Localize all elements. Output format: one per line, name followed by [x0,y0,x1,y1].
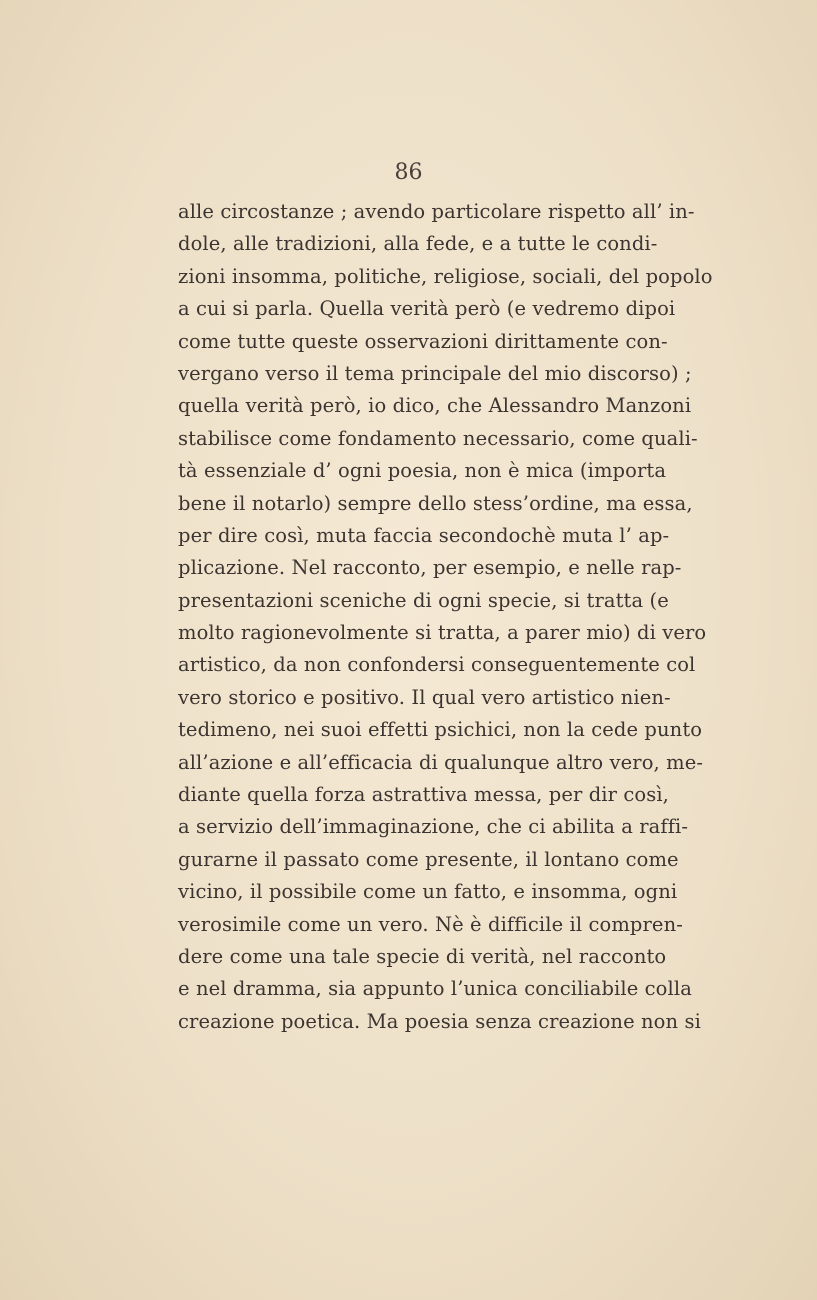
text-line: quella verità però, io dico, che Alessandro Manzoni [178,394,692,418]
text-line: tà essenziale d’ ogni poesia, non è mica (importa [178,459,667,483]
text-line: stabilisce come fondamento necessario, come quali- [178,426,698,450]
text-line: bene il notarlo) sempre dello stess’ordine, ma essa, [178,491,693,515]
text-line: vicino, il possibile come un fatto, e insomma, ogni [178,880,678,904]
page-number: 86 [394,160,423,185]
text-line: plicazione. Nel racconto, per esempio, e nelle rap- [178,556,682,580]
text-line: dole, alle tradizioni, alla fede, e a tutte le condi- [178,232,658,256]
text-line: creazione poetica. Ma poesia senza creazione non si [178,1009,701,1033]
text-line: come tutte queste osservazioni dirittamente con- [178,329,668,353]
text-line: all’azione e all’efficacia di qualunque altro vero, me- [178,750,704,774]
text-line: gurarne il passato come presente, il lontano come [178,847,679,871]
text-line: a cui si parla. Quella verità però (e vedremo dipoi [178,297,676,321]
text-line: e nel dramma, sia appunto l’unica conciliabile colla [178,977,692,1001]
text-line: per dire così, muta faccia secondochè muta l’ ap- [178,523,670,547]
text-line: molto ragionevolmente si tratta, a parer mio) di vero [178,621,707,645]
text-line: vergano verso il tema principale del mio discorso) ; [178,361,692,385]
text-line: vero storico e positivo. Il qual vero artistico nien- [178,685,671,709]
text-line: diante quella forza astrattiva messa, per dir così, [178,783,669,807]
body-text [178,196,713,1038]
text-line: zioni insomma, politiche, religiose, sociali, del popolo [178,264,713,288]
text-line: verosimile come un vero. Nè è difficile il compren- [178,912,683,936]
text-line: alle circostanze ; avendo particolare rispetto all’ in- [178,200,695,223]
text-line: tedimeno, nei suoi effetti psichici, non la cede punto [178,718,703,742]
text-line: presentazioni sceniche di ogni specie, si tratta (e [178,588,669,612]
text-line: a servizio dell’immaginazione, che ci abilita a raffi- [178,815,689,839]
text-line: artistico, da non confondersi conseguentemente col [178,653,696,677]
text-line: dere come una tale specie di verità, nel racconto [178,944,667,968]
